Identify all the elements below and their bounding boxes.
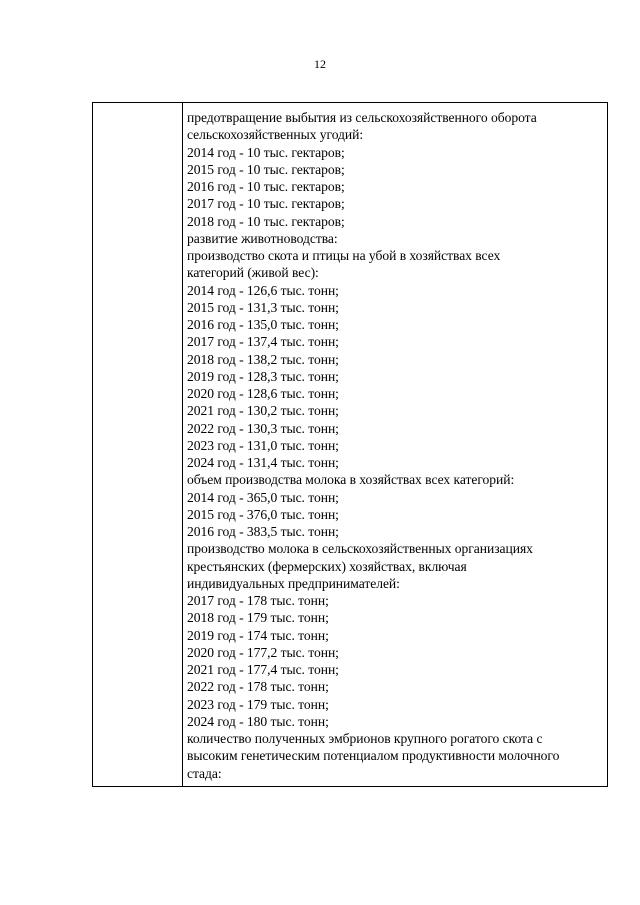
text-line: развитие животноводства: bbox=[187, 230, 338, 246]
text-line: 2016 год - 10 тыс. гектаров; bbox=[187, 179, 345, 194]
text-line: производство скота и птицы на убой в хозяйствах всех bbox=[187, 248, 501, 263]
table-cell-left bbox=[93, 103, 183, 787]
text-line: предотвращение выбытия из сельскохозяйственного оборота bbox=[187, 110, 537, 125]
table-row bbox=[93, 103, 608, 787]
text-line: 2023 год - 179 тыс. тонн; bbox=[187, 696, 329, 712]
text-line: 2024 год - 180 тыс. тонн; bbox=[187, 713, 329, 729]
text-line: количество полученных эмбрионов крупного рогатого скота с bbox=[187, 731, 543, 746]
text-line: 2015 год - 376,0 тыс. тонн; bbox=[187, 506, 339, 522]
text-line: 2019 год - 174 тыс. тонн; bbox=[187, 627, 329, 643]
text-line: 2021 год - 130,2 тыс. тонн; bbox=[187, 403, 339, 419]
text-line: 2014 год - 10 тыс. гектаров; bbox=[187, 144, 345, 160]
text-line: 2024 год - 131,4 тыс. тонн; bbox=[187, 455, 339, 470]
text-line: 2014 год - 365,0 тыс. тонн; bbox=[187, 489, 339, 505]
text-line: 2017 год - 137,4 тыс. тонн; bbox=[187, 334, 339, 350]
text-line: 2018 год - 10 тыс. гектаров; bbox=[187, 213, 345, 229]
text-line: объем производства молока в хозяйствах всех категорий: bbox=[187, 472, 515, 488]
text-line: 2017 год - 10 тыс. гектаров; bbox=[187, 196, 345, 212]
text-line: 2014 год - 126,6 тыс. тонн; bbox=[187, 282, 339, 298]
text-line: сельскохозяйственных угодий: bbox=[187, 127, 364, 143]
page-number: 12 bbox=[314, 57, 326, 71]
document-table bbox=[92, 102, 608, 787]
text-line: 2015 год - 10 тыс. гектаров; bbox=[187, 161, 345, 177]
text-line: 2017 год - 178 тыс. тонн; bbox=[187, 593, 329, 608]
text-line: 2020 год - 128,6 тыс. тонн; bbox=[187, 386, 339, 401]
text-block bbox=[187, 109, 603, 782]
table-cell-right bbox=[183, 103, 608, 787]
text-line: крестьянских (фермерских) хозяйствах, включая bbox=[187, 558, 467, 574]
text-line: 2016 год - 383,5 тыс. тонн; bbox=[187, 524, 339, 539]
text-line: индивидуальных предпринимателей: bbox=[187, 575, 400, 591]
text-line: 2018 год - 179 тыс. тонн; bbox=[187, 610, 329, 626]
text-line: 2022 год - 178 тыс. тонн; bbox=[187, 679, 329, 695]
text-line: 2021 год - 177,4 тыс. тонн; bbox=[187, 662, 339, 677]
text-line: 2022 год - 130,3 тыс. тонн; bbox=[187, 420, 339, 436]
text-line: категорий (живой вес): bbox=[187, 265, 319, 281]
text-line: стада: bbox=[187, 765, 222, 781]
text-line: 2016 год - 135,0 тыс. тонн; bbox=[187, 317, 339, 332]
text-line: высоким генетическим потенциалом продуктивности молочного bbox=[187, 748, 560, 764]
text-line: производство молока в сельскохозяйственных организациях bbox=[187, 541, 533, 557]
text-line: 2019 год - 128,3 тыс. тонн; bbox=[187, 368, 339, 384]
text-line: 2023 год - 131,0 тыс. тонн; bbox=[187, 437, 339, 453]
text-line: 2020 год - 177,2 тыс. тонн; bbox=[187, 644, 339, 660]
text-line: 2015 год - 131,3 тыс. тонн; bbox=[187, 299, 339, 315]
text-line: 2018 год - 138,2 тыс. тонн; bbox=[187, 351, 339, 367]
